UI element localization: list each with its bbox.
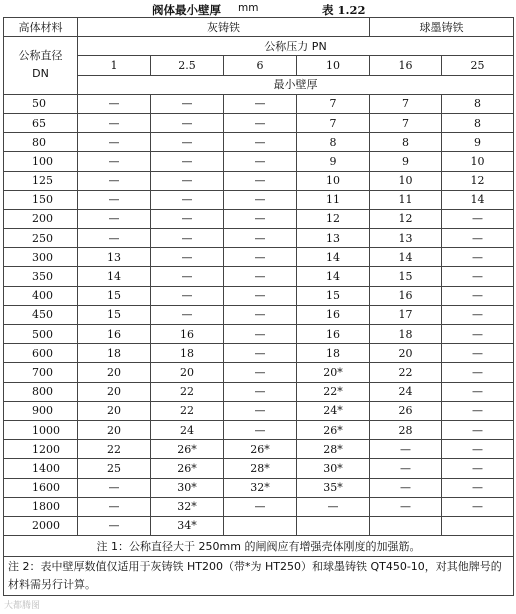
- thickness-cell: —: [370, 459, 442, 478]
- dn-cell: 450: [4, 305, 78, 324]
- note-1: 注 1：公称直径大于 250mm 的闸阀应有增强壳体刚度的加强筋。: [4, 536, 514, 557]
- thickness-cell: 9: [370, 152, 442, 171]
- thickness-cell: 26*: [151, 459, 224, 478]
- table-row: [4, 248, 514, 267]
- thickness-cell: 8: [442, 94, 514, 113]
- dn-cell: 800: [4, 382, 78, 401]
- thickness-cell: —: [297, 497, 370, 516]
- dn-cell: 1800: [4, 497, 78, 516]
- thickness-cell: [297, 516, 370, 535]
- pressure-header: 公称压力 PN: [78, 37, 514, 56]
- thickness-cell: 22*: [297, 382, 370, 401]
- thickness-cell: 18: [151, 344, 224, 363]
- thickness-cell: —: [78, 209, 151, 228]
- dn-cell: 1200: [4, 440, 78, 459]
- thickness-cell: 14: [442, 190, 514, 209]
- thickness-cell: —: [224, 248, 297, 267]
- table-row: [4, 305, 514, 324]
- thickness-cell: —: [224, 286, 297, 305]
- pn-cell: 2.5: [151, 56, 224, 75]
- thickness-cell: 14: [370, 248, 442, 267]
- table-row: [4, 267, 514, 286]
- dn-cell: 65: [4, 113, 78, 132]
- thickness-cell: —: [151, 229, 224, 248]
- thickness-cell: —: [224, 133, 297, 152]
- thickness-cell: —: [151, 171, 224, 190]
- thickness-cell: 14: [297, 248, 370, 267]
- thickness-cell: 11: [370, 190, 442, 209]
- thickness-cell: —: [224, 152, 297, 171]
- thickness-cell: 8: [442, 113, 514, 132]
- thickness-cell: 12: [297, 209, 370, 228]
- thickness-cell: 34*: [151, 516, 224, 535]
- thickness-cell: —: [224, 113, 297, 132]
- thickness-cell: —: [224, 497, 297, 516]
- dn-cell: 1400: [4, 459, 78, 478]
- thickness-cell: 8: [297, 133, 370, 152]
- table-row: [4, 325, 514, 344]
- thickness-cell: —: [442, 420, 514, 439]
- thickness-cell: —: [442, 267, 514, 286]
- thickness-cell: 28*: [297, 440, 370, 459]
- pn-cell: 10: [297, 56, 370, 75]
- note-row: [4, 536, 514, 557]
- thickness-cell: —: [78, 190, 151, 209]
- thickness-cell: 26*: [151, 440, 224, 459]
- thickness-cell: 22: [151, 382, 224, 401]
- thickness-cell: —: [224, 190, 297, 209]
- thickness-cell: —: [370, 440, 442, 459]
- thickness-cell: 26*: [297, 420, 370, 439]
- thickness-cell: 22: [370, 363, 442, 382]
- dn-cell: 125: [4, 171, 78, 190]
- thickness-cell: 20: [78, 382, 151, 401]
- note-2: 注 2：表中壁厚数值仅适用于灰铸铁 HT200（带*为 HT250）和球墨铸铁 QT450-10，对其他牌号的材料需另行计算。: [4, 557, 514, 596]
- table-row: [4, 363, 514, 382]
- thickness-cell: —: [224, 325, 297, 344]
- thickness-cell: 30*: [151, 478, 224, 497]
- note-row: [4, 557, 514, 596]
- thickness-cell: —: [78, 516, 151, 535]
- thickness-cell: —: [442, 478, 514, 497]
- thickness-cell: 13: [78, 248, 151, 267]
- thickness-cell: 18: [370, 325, 442, 344]
- dn-cell: 2000: [4, 516, 78, 535]
- thickness-cell: —: [224, 229, 297, 248]
- thickness-cell: 20: [78, 401, 151, 420]
- thickness-cell: —: [151, 133, 224, 152]
- table-row: [4, 344, 514, 363]
- thickness-cell: 7: [370, 113, 442, 132]
- watermark: 大都腾图: [4, 601, 41, 611]
- thickness-cell: 10: [370, 171, 442, 190]
- thickness-cell: —: [151, 248, 224, 267]
- dn-cell: 200: [4, 209, 78, 228]
- dn-cell: 700: [4, 363, 78, 382]
- ductile-iron-header: 球墨铸铁: [370, 18, 514, 37]
- thickness-cell: 7: [297, 113, 370, 132]
- thickness-cell: —: [151, 286, 224, 305]
- thickness-cell: 7: [297, 94, 370, 113]
- dn-cell: 900: [4, 401, 78, 420]
- thickness-cell: 16: [78, 325, 151, 344]
- dn-cell: 50: [4, 94, 78, 113]
- thickness-cell: 15: [370, 267, 442, 286]
- thickness-cell: —: [78, 152, 151, 171]
- thickness-cell: —: [224, 382, 297, 401]
- thickness-cell: —: [78, 94, 151, 113]
- dn-header-line1: 公称直径: [18, 49, 63, 63]
- thickness-cell: —: [224, 305, 297, 324]
- thickness-cell: 32*: [151, 497, 224, 516]
- thickness-cell: 20: [78, 363, 151, 382]
- thickness-cell: 17: [370, 305, 442, 324]
- dn-cell: 400: [4, 286, 78, 305]
- title-number: 表 1.22: [322, 3, 366, 17]
- wall-thickness-table: [3, 17, 514, 596]
- thickness-cell: 13: [370, 229, 442, 248]
- thickness-cell: —: [224, 344, 297, 363]
- thickness-cell: —: [151, 190, 224, 209]
- thickness-cell: —: [78, 133, 151, 152]
- thickness-cell: —: [442, 459, 514, 478]
- thickness-cell: —: [224, 209, 297, 228]
- thickness-cell: 22: [151, 401, 224, 420]
- thickness-cell: 16: [297, 325, 370, 344]
- table-title: [0, 2, 516, 16]
- pn-row: [4, 56, 514, 75]
- table-row: [4, 286, 514, 305]
- thickness-cell: 20: [370, 344, 442, 363]
- table-row: [4, 478, 514, 497]
- title-main: 阀体最小壁厚: [152, 3, 221, 17]
- thickness-cell: 22: [78, 440, 151, 459]
- thickness-cell: [442, 516, 514, 535]
- table-row: [4, 497, 514, 516]
- thickness-cell: —: [442, 363, 514, 382]
- dn-cell: 250: [4, 229, 78, 248]
- thickness-cell: 7: [370, 94, 442, 113]
- dn-cell: 600: [4, 344, 78, 363]
- table-row: [4, 459, 514, 478]
- thickness-cell: —: [442, 286, 514, 305]
- thickness-cell: —: [151, 94, 224, 113]
- thickness-cell: —: [442, 209, 514, 228]
- thickness-cell: —: [442, 248, 514, 267]
- thickness-cell: [370, 516, 442, 535]
- thickness-cell: —: [442, 401, 514, 420]
- thickness-cell: 24: [370, 382, 442, 401]
- table-row: [4, 113, 514, 132]
- thickness-cell: —: [151, 305, 224, 324]
- table-row: [4, 229, 514, 248]
- table-row: [4, 440, 514, 459]
- thickness-cell: 24*: [297, 401, 370, 420]
- dn-cell: 350: [4, 267, 78, 286]
- thickness-cell: —: [442, 440, 514, 459]
- thickness-cell: 24: [151, 420, 224, 439]
- thickness-cell: 9: [297, 152, 370, 171]
- dn-cell: 80: [4, 133, 78, 152]
- thickness-cell: —: [370, 478, 442, 497]
- thickness-cell: 11: [297, 190, 370, 209]
- thickness-cell: —: [151, 267, 224, 286]
- thickness-cell: —: [151, 152, 224, 171]
- thickness-cell: 14: [297, 267, 370, 286]
- thickness-cell: —: [442, 497, 514, 516]
- thickness-cell: 20: [78, 420, 151, 439]
- thickness-cell: 30*: [297, 459, 370, 478]
- pn-cell: 1: [78, 56, 151, 75]
- pn-cell: 16: [370, 56, 442, 75]
- table-row: [4, 133, 514, 152]
- thickness-cell: 20*: [297, 363, 370, 382]
- thickness-cell: 28*: [224, 459, 297, 478]
- table-row: [4, 209, 514, 228]
- table-row: [4, 420, 514, 439]
- thickness-cell: [224, 516, 297, 535]
- gray-iron-header: 灰铸铁: [78, 18, 370, 37]
- table-row: [4, 401, 514, 420]
- thickness-cell: 16: [297, 305, 370, 324]
- table-row: [4, 94, 514, 113]
- thickness-cell: —: [442, 325, 514, 344]
- thickness-cell: —: [224, 420, 297, 439]
- thickness-cell: 25: [78, 459, 151, 478]
- thickness-cell: —: [224, 363, 297, 382]
- dn-cell: 1600: [4, 478, 78, 497]
- thickness-cell: —: [151, 209, 224, 228]
- thickness-cell: —: [151, 113, 224, 132]
- thickness-cell: —: [224, 267, 297, 286]
- table-row: [4, 382, 514, 401]
- thickness-cell: —: [78, 478, 151, 497]
- thickness-cell: —: [442, 344, 514, 363]
- thickness-cell: —: [78, 229, 151, 248]
- thickness-cell: 28: [370, 420, 442, 439]
- thickness-cell: —: [78, 497, 151, 516]
- dn-cell: 150: [4, 190, 78, 209]
- table-row: [4, 171, 514, 190]
- thickness-cell: 10: [442, 152, 514, 171]
- thickness-cell: 15: [78, 286, 151, 305]
- dn-header-line2: DN: [32, 67, 49, 81]
- table-row: [4, 516, 514, 535]
- thickness-cell: —: [224, 171, 297, 190]
- thickness-cell: 14: [78, 267, 151, 286]
- table-row: [4, 152, 514, 171]
- thickness-cell: 35*: [297, 478, 370, 497]
- thickness-cell: 9: [442, 133, 514, 152]
- thickness-cell: 32*: [224, 478, 297, 497]
- thickness-cell: 15: [78, 305, 151, 324]
- thickness-cell: 15: [297, 286, 370, 305]
- thickness-cell: 12: [442, 171, 514, 190]
- thickness-cell: —: [442, 382, 514, 401]
- dn-cell: 1000: [4, 420, 78, 439]
- thickness-cell: 13: [297, 229, 370, 248]
- material-header: 高体材料: [4, 18, 78, 37]
- dn-cell: 100: [4, 152, 78, 171]
- thickness-cell: 26*: [224, 440, 297, 459]
- thickness-cell: —: [78, 113, 151, 132]
- thickness-cell: 20: [151, 363, 224, 382]
- thickness-cell: 18: [78, 344, 151, 363]
- thickness-cell: —: [442, 305, 514, 324]
- thickness-cell: —: [224, 401, 297, 420]
- pn-cell: 6: [224, 56, 297, 75]
- table-row: [4, 190, 514, 209]
- thickness-cell: 8: [370, 133, 442, 152]
- dn-header: [4, 37, 78, 95]
- thickness-cell: 26: [370, 401, 442, 420]
- thickness-cell: —: [78, 171, 151, 190]
- thickness-cell: 16: [151, 325, 224, 344]
- thickness-cell: —: [224, 94, 297, 113]
- pn-cell: 25: [442, 56, 514, 75]
- thickness-cell: 10: [297, 171, 370, 190]
- thickness-cell: 12: [370, 209, 442, 228]
- min-wall-header: 最小壁厚: [78, 75, 514, 94]
- thickness-cell: —: [370, 497, 442, 516]
- dn-cell: 300: [4, 248, 78, 267]
- thickness-cell: 18: [297, 344, 370, 363]
- thickness-cell: 16: [370, 286, 442, 305]
- title-unit: mm: [238, 2, 259, 14]
- thickness-cell: —: [442, 229, 514, 248]
- dn-cell: 500: [4, 325, 78, 344]
